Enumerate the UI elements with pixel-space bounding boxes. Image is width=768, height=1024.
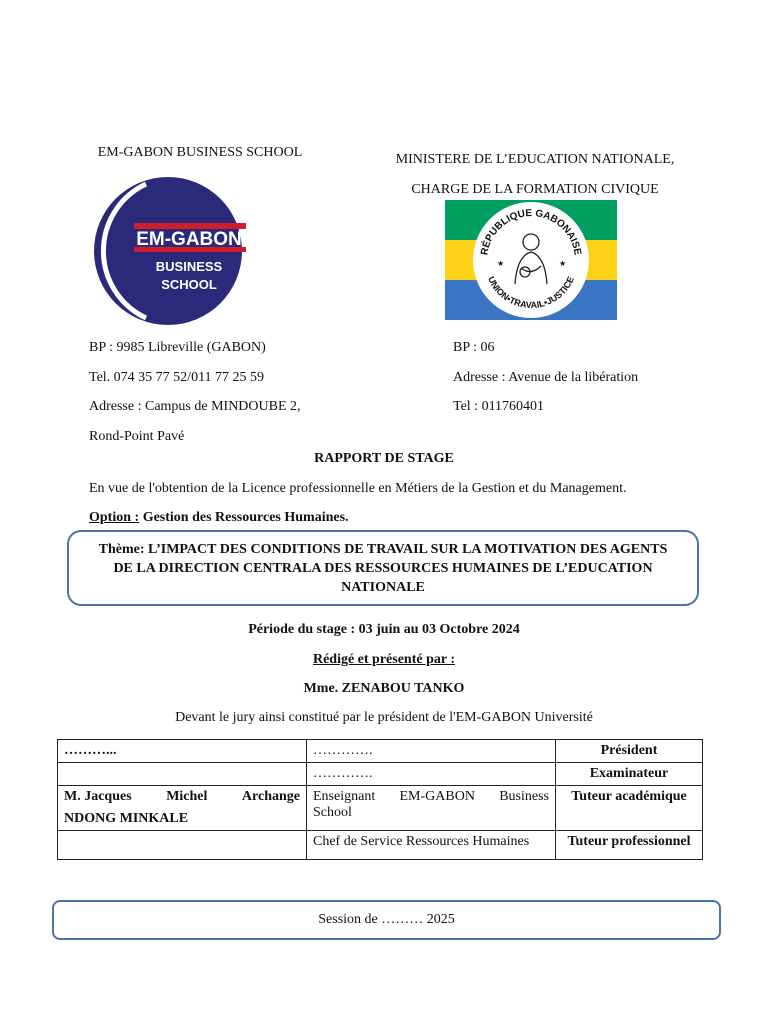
internship-period: Période du stage : 03 juin au 03 Octobre 2024	[248, 622, 520, 637]
written-by-label: Rédigé et présenté par :	[312, 652, 456, 667]
session-text: Session de ……… 2025	[318, 912, 455, 927]
school-address: Adresse : Campus de MINDOUBE 2,	[89, 399, 301, 414]
school-logo-text-3: SCHOOL	[161, 277, 217, 292]
ministry-contact	[453, 333, 638, 422]
emblem-bottom-text: UNION•TRAVAIL•JUSTICE	[486, 274, 576, 311]
ministry-line-1: MINISTERE DE L’EDUCATION NATIONALE,	[395, 152, 675, 167]
table-row	[58, 786, 703, 831]
school-tel: Tel. 074 35 77 52/011 77 25 59	[89, 369, 265, 385]
jury-member-role: Examinateur	[556, 763, 703, 786]
table-row	[58, 740, 703, 763]
jury-member-affiliation: ………….	[307, 763, 556, 786]
school-name: EM-GABON BUSINESS SCHOOL	[97, 145, 303, 160]
name-word: Michel	[166, 789, 208, 804]
theme-box	[67, 530, 699, 606]
school-bp: BP : 9985 Libreville (GABON)	[89, 340, 266, 355]
emblem-top-text: RÉPUBLIQUE GABONAISE	[479, 207, 583, 257]
ministry-tel: Tel : 011760401	[453, 399, 545, 414]
ministry-line-2: CHARGE DE LA FORMATION CIVIQUE	[411, 182, 659, 197]
author-name: Mme. ZENABOU TANKO	[303, 681, 465, 696]
emblem-star-right: ★	[559, 259, 567, 268]
school-logo-text-1: EM-GABON	[136, 229, 242, 250]
theme-label: Thème:	[98, 541, 145, 557]
jury-member-affiliation: Enseignant EM-GABON Business School	[307, 786, 556, 831]
report-title: RAPPORT DE STAGE	[314, 451, 454, 466]
theme-text: L’IMPACT DES CONDITIONS DE TRAVAIL SUR LA MOTIVATION DES AGENTS DE LA DIRECTION CENTRALA DES RESSOURCES HUMAINES DE L’EDUCATION NATIONALE	[113, 541, 668, 595]
em-gabon-logo	[88, 176, 246, 326]
table-row	[58, 831, 703, 860]
emblem-star-left: ★	[497, 259, 505, 268]
jury-member-role: Tuteur professionnel	[556, 831, 703, 860]
school-logo-text-2: BUSINESS	[155, 259, 223, 274]
gabon-flag-emblem	[445, 200, 617, 320]
degree-statement: En vue de l'obtention de la Licence professionnelle en Métiers de la Gestion et du Management.	[89, 481, 627, 496]
table-row	[58, 763, 703, 786]
jury-member-role: Tuteur académique	[556, 786, 703, 831]
name-word: M. Jacques	[64, 789, 132, 804]
jury-member-name-line-2: NDONG MINKALE	[64, 811, 189, 826]
jury-member-name: ………...	[58, 740, 307, 763]
ministry-address: Adresse : Avenue de la libération	[453, 369, 639, 385]
option-value: Gestion des Ressources Humaines.	[142, 510, 349, 525]
jury-member-name	[58, 763, 307, 786]
jury-member-role: Président	[556, 740, 703, 763]
ministry-bp: BP : 06	[453, 340, 495, 355]
jury-member-affiliation: ………….	[307, 740, 556, 763]
school-address-2: Rond-Point Pavé	[89, 428, 185, 444]
option-label: Option :	[89, 510, 140, 525]
session-box	[52, 900, 721, 940]
name-word: Archange	[241, 789, 300, 804]
option-line	[89, 510, 349, 526]
jury-member-name-line-1	[64, 789, 300, 805]
theme-text-block	[93, 540, 673, 597]
jury-member-name	[58, 786, 307, 831]
jury-member-affiliation: Chef de Service Ressources Humaines	[307, 831, 556, 860]
jury-intro: Devant le jury ainsi constitué par le président de l'EM-GABON Université	[175, 710, 593, 725]
ministry-header	[370, 145, 700, 205]
jury-member-name	[58, 831, 307, 860]
jury-table	[57, 739, 703, 860]
school-contact	[89, 333, 301, 451]
